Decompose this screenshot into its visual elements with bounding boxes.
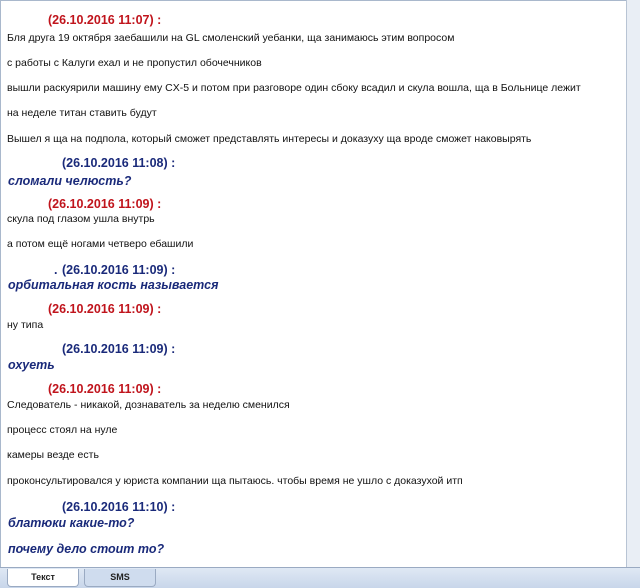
message-text: вышли раскуярили машину ему CX-5 и потом при разговоре один сбоку всадил и скула вошла, ща в Больнице лежит (7, 82, 581, 94)
tab-text[interactable]: Текст (7, 569, 79, 587)
message-text: процесс стоял на нуле (7, 424, 118, 436)
message-text: блатюки какие-то? (8, 516, 135, 530)
message-text: охуеть (8, 358, 55, 372)
message-timestamp: (26.10.2016 11:09) : (62, 342, 176, 356)
message-text: на неделе титан ставить будут (7, 107, 157, 119)
message-text: сломали челюсть? (8, 174, 132, 188)
message-prefix: . (54, 263, 58, 277)
message-timestamp: (26.10.2016 11:09) : (48, 302, 162, 316)
tab-sms[interactable]: SMS (84, 569, 156, 587)
message-text: камеры везде есть (7, 449, 99, 461)
message-text: Следователь - никакой, дознаватель за неделю сменился (7, 399, 290, 411)
message-text: проконсультировался у юриста компании ща пытаюсь. чтобы время не ушло с доказухой итп (7, 475, 463, 487)
message-text: Вышел я ща на подпола, который сможет представлять интересы и доказуху ща вроде сможет наковырять (7, 133, 532, 145)
message-timestamp: (26.10.2016 11:10) : (62, 500, 176, 514)
message-text: почему дело стоит то? (8, 542, 165, 556)
tab-bar (0, 567, 640, 588)
message-text: а потом ещё ногами четверо ебашили (7, 238, 194, 250)
message-text: скула под глазом ушла внутрь (7, 213, 155, 225)
message-text: с работы с Калуги ехал и не пропустил обочечников (7, 57, 262, 69)
message-timestamp: (26.10.2016 11:07) : (48, 13, 162, 27)
message-timestamp: (26.10.2016 11:09) : (48, 382, 162, 396)
message-text: Бля друга 19 октября заебашили на GL смоленский уебанки, ща занимаюсь этим вопросом (7, 32, 455, 44)
message-text: ну типа (7, 319, 44, 331)
message-timestamp: (26.10.2016 11:08) : (62, 156, 176, 170)
vertical-scrollbar[interactable] (626, 0, 640, 567)
message-text: орбитальная кость называется (8, 278, 219, 292)
message-timestamp: . (26.10.2016 11:09) : (54, 263, 176, 277)
message-timestamp: (26.10.2016 11:09) : (48, 197, 162, 211)
